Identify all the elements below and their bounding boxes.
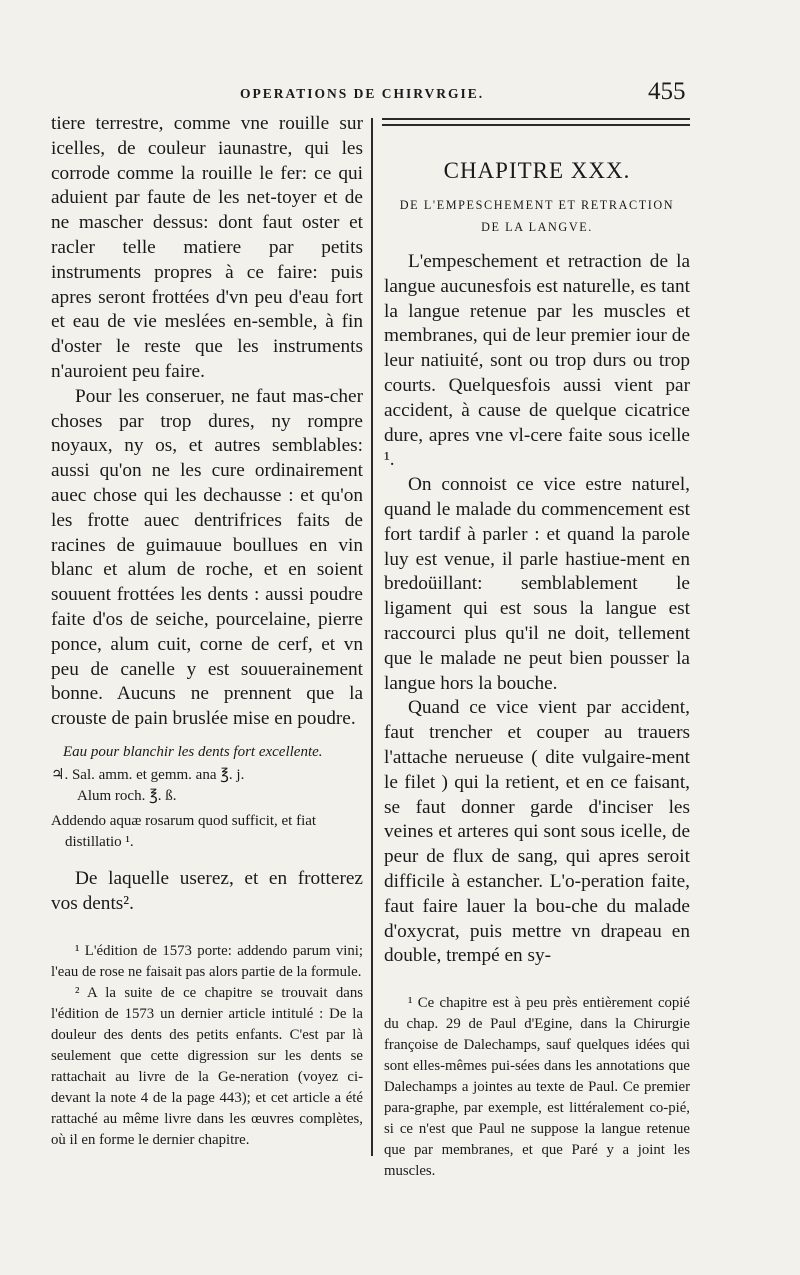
recipe-line-3: Addendo aquæ rosarum quod sufficit, et fiat distillatio ¹. [51,812,317,850]
page-number: 455 [648,78,686,105]
right-footnotes [384,993,690,1182]
chapter-title: CHAPITRE XXX. [443,158,631,183]
footnote-chapter: ¹ Ce chapitre est à peu près entièrement copié du chap. 29 de Paul d'Egine, dans la Chirurgie françoise de Dalechamps, sauf quelques idées qui sont elles-mêmes pui-sées dans les annotations que Dalechamps a jointes au texte de Paul. Ce premier para-graphe, par exemple, est littéralement co-pié, si ce n'est que Paul ne suppose la langue retenue que par membranes, et que Paré y a joint les muscles. [384,995,690,1180]
chapter-subtitle-line-2: DE LA LANGVE. [481,220,593,234]
chapter-subtitle [384,194,690,238]
footnote-2: ² A la suite de ce chapitre se trouvait dans l'édition de 1573 un dernier article intitulé : De la douleur des dents des petits enfants. C'est par là seulement que cette digression sur les dents se rattachait au livre de la Ge-neration (voyez ci-devant la note 4 de la page 443); et cet article a été rattaché au même livre dans les œuvres complètes, où il en forme le dernier chapitre. [51,984,363,1148]
recipe-title: Eau pour blanchir les dents fort excellente. [63,743,323,760]
right-paragraph-3: Quand ce vice vient par accident, faut trencher et couper au trauers l'attache nerueuse ( dite vulgaire-ment le filet ) qui la retient, et en ce faisant, se faut donner garde d'inciser les veines et arteres qui sont sous icelle, de peur de flux de sang, qui apres seroit difficile à estancher. L'o-peration faite, faut faire lauer la bou-che du malade d'oxycrat, puis mettre vn drapeau en double, trempé en sy- [384,697,690,967]
left-paragraph-1: tiere terrestre, comme vne rouille sur icelles, de couleur iaunastre, qui les corrode comme la rouille le fer: ce qui aduient par faute de les net-toyer et de ne mascher dessus: dont faut oster et racler telle matiere par petits instruments propres à ce faire: puis apres seront frottées d'vn peu d'eau fort et eau de vie meslées en-semble, à fin d'oster le reste que les instruments n'auroient peu faire. [51,113,363,382]
left-paragraph-3: De laquelle userez, et en frotterez vos dents². [51,867,363,914]
running-head: OPERATIONS DE CHIRVRGIE. [240,86,485,101]
left-footnotes [51,941,363,1151]
recipe-line-1: ♃. Sal. amm. et gemm. ana ℥. j. [51,766,245,783]
right-paragraph-1: L'empeschement et retraction de la langue aucunesfois est naturelle, es tant la langue retenue par les muscles et membranes, qui de leur premier iour de leur natiuité, sont ou trop durs ou trop courts. Quelquesfois aussi vient par accident, à cause de quelque cicatrice dure, apres vne vl-cere faite sous icelle ¹. [384,251,690,471]
right-column [384,112,690,1182]
chapter-subtitle-line-1: DE L'EMPESCHEMENT ET RETRACTION [399,198,675,212]
footnote-1: ¹ L'édition de 1573 porte: addendo parum vini; l'eau de rose ne faisait pas alors partie de la formule. [51,942,363,980]
column-divider [371,118,373,1156]
left-column [51,112,363,1151]
left-paragraph-2: Pour les conseruer, ne faut mas-cher choses par trop dures, ny rompre noyaux, ny os, et autres semblables: aussi qu'on ne les cure ordinairement auec chose qui les dechausse : et qu'on les frotte auec dentrifrices faits de racines de guimauue boullues en vin blanc et alum de roche, et en soient souuent frottées les dents : aussi poudre faite d'os de seiche, pourcelaine, pierre ponce, alum cuit, corne de cerf, et vn peu de canelle y est souuerainement bonne. Aucuns ne prennent que la crouste de pain bruslée mise en poudre. [51,385,363,730]
recipe-line-2: Alum roch. ℥. ß. [77,787,177,804]
right-paragraph-2: On connoist ce vice estre naturel, quand le malade du commencement est fort tardif à parler : et quand la parole luy est venue, il parle hastiue-ment en bredoüillant: semblablement le ligament qui est sous la langue est raccourci plus qu'il ne doit, tellement que le malade ne peut bien pousser la langue hors la bouche. [384,474,690,694]
